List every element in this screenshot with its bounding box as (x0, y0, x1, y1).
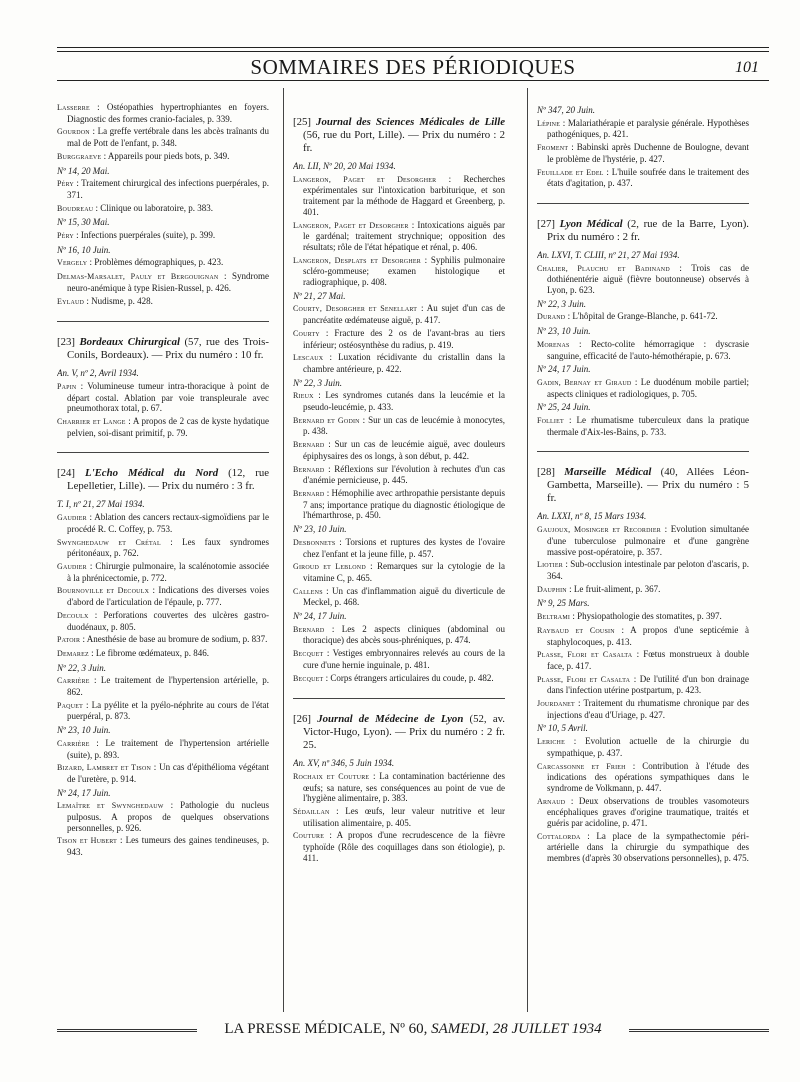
article-entry (57, 257, 269, 269)
article-title: : Les faux syndromes péritonéaux, p. 762. (67, 536, 269, 559)
issue-heading: Nº 24, 17 Juin. (537, 364, 591, 375)
issue-heading: Nº 347, 20 Juin. (537, 105, 596, 115)
journal-number: [28] (537, 466, 555, 479)
article-title: : Anesthésie de base au bromure de sodium, p. 837. (82, 634, 268, 645)
article-title: : Sub-occlusion intestinale par peloton d'ascaris, p. 364. (547, 559, 749, 581)
article-title: : Traitement chirurgical des infections puerpérales, p. 371. (67, 178, 269, 200)
column-2 (293, 102, 505, 1014)
article-title: : Physiopathologie des stomatites, p. 397. (572, 611, 722, 622)
article-author: Gaudier (57, 513, 87, 523)
article-entry (537, 831, 749, 864)
journal-heading (57, 467, 269, 493)
article-author: Raybaud et Cousin (537, 625, 615, 635)
article-author: Feuillade et Edel (537, 167, 604, 177)
column-3 (537, 102, 749, 1014)
article-title: : Problèmes démographiques, p. 423. (89, 257, 224, 268)
article-entry (537, 625, 749, 647)
article-title: : Le traitement de l'hypertension artérielle (suite), p. 893. (67, 737, 269, 760)
article-title: : La contamination bactérienne des œufs; sa nature, ses conséquences au point de vue de l'hygiène alimentaire, p. 383. (303, 770, 505, 804)
article-author: Beltrami (537, 612, 571, 622)
journal-heading (293, 116, 505, 155)
article-author: Bernard (293, 440, 325, 450)
article-author: Giroud et Leblond (293, 562, 366, 572)
article-title: : Perforations couvertes des ulcères gastro-duodénaux, p. 805. (67, 609, 269, 632)
journal-name: Lyon Médical (559, 217, 623, 230)
article-title: : Un cas d'épithélioma végétant de l'uretère, p. 914. (67, 762, 269, 784)
journal-details: (56, rue du Port, Lille). — Prix du numéro : 2 fr. (303, 129, 505, 154)
article-author: Langeron, Paget et Desorgher (293, 220, 409, 230)
issue-heading: Nº 22, 3 Juin. (293, 377, 343, 388)
article-entry (57, 203, 269, 215)
article-title: : Le fibrome œdémateux, p. 846. (91, 647, 210, 658)
column-1 (57, 102, 269, 1014)
article-title: : L'hôpital de Grange-Blanche, p. 641-72. (567, 311, 718, 322)
article-entry (293, 586, 505, 608)
article-title: : L'huile soufrée dans le traitement des états d'agitation, p. 437. (547, 166, 749, 189)
article-entry (293, 464, 505, 486)
article-entry (537, 584, 749, 596)
article-title: : Un cas d'inflammation aiguë du diverticule de Meckel, p. 468. (303, 585, 505, 608)
article-title: : Contribution à l'étude des indications des opérations sympathiques dans le syndrome de Volkmann, p. 447. (547, 760, 749, 793)
article-title: : Les œufs, leur valeur nutritive et leur utilisation alimentaire, p. 405. (303, 806, 505, 828)
article-entry (293, 390, 505, 412)
article-entry (57, 835, 269, 857)
article-author: Patoir (57, 635, 81, 645)
article-title: : De l'utilité d'un bon drainage dans l'infection utérine postpartum, p. 423. (547, 673, 749, 696)
article-entry (293, 303, 505, 325)
journal-number: [26] (293, 713, 311, 726)
article-author: Rochaix et Couture (293, 771, 370, 781)
article-title: : Le rhumatisme tuberculeux dans la pratique thermale d'Aix-les-Bains, p. 733. (547, 415, 749, 437)
page-title: SOMMAIRES DES PÉRIODIQUES (250, 55, 576, 79)
article-author: Gaudier (57, 561, 87, 571)
journal-name: Bordeaux Chirurgical (79, 336, 180, 349)
article-title: : Hémophilie avec arthropathie persistante depuis 7 ans; importance pratique du diagnostic étiologique de l'hémarthrose, p. 450. (303, 487, 505, 521)
article-entry (293, 673, 505, 685)
article-author: Péry (57, 231, 74, 241)
article-title: : Ablation des cancers rectaux-sigmoïdiens par le procédé R. C. Coffey, p. 753. (67, 512, 269, 534)
article-entry (293, 352, 505, 374)
article-title: : Indications des diverses voies d'abord de l'articulation de l'épaule, p. 777. (67, 585, 269, 608)
article-title: : Luxation récidivante du cristallin dans la chambre antérieure, p. 422. (303, 352, 505, 374)
journal-number: [24] (57, 467, 75, 480)
article-author: Becquet (293, 673, 324, 683)
page-number: 101 (735, 59, 759, 76)
article-author: Froment (537, 143, 569, 153)
article-author: Durand (537, 312, 566, 322)
article-title: : Pathologie du nucleus pulposus. A propos de quelques observations personnelles, p. 926. (67, 800, 269, 833)
article-author: Langeron, Desplats et Desorgher (293, 255, 421, 265)
article-author: Lescaux (293, 353, 324, 363)
article-author: Arnaud (537, 796, 566, 806)
article-author: Jourdanet (537, 699, 575, 709)
article-author: Liotier (537, 560, 563, 570)
issue-heading: T. I, nº 21, 27 Mai 1934. (57, 499, 145, 510)
article-author: Swynghedauw et Crétal (57, 537, 161, 547)
article-title: : Nudisme, p. 428. (86, 295, 153, 306)
article-entry (293, 561, 505, 583)
article-entry (293, 255, 505, 288)
article-title: : A propos d'une septicémie à staphylocoques, p. 413. (547, 624, 749, 647)
article-entry (537, 377, 749, 399)
issue-heading: Nº 21, 27 Mai. (293, 290, 346, 301)
article-author: Bernard et Godin (293, 415, 360, 425)
article-title: : La place de la sympathectomie péri-artérielle dans la chirurgie du sympathique des membres (d'après 30 observations personnelles), p. 475. (547, 830, 749, 864)
article-title: : Evolution simultanée d'une tuberculose pulmonaire et d'une gangrène massive post-opératoire, p. 357. (547, 524, 749, 557)
article-author: Decoulx (57, 610, 89, 620)
issue-heading: An. V, nº 2, Avril 1934. (57, 368, 139, 379)
article-entry (537, 796, 749, 829)
article-entry (293, 771, 505, 804)
article-entry (57, 381, 269, 414)
article-author: Carcassonne et Frieh (537, 761, 626, 771)
article-title: : Clinique ou laboratoire, p. 383. (95, 202, 214, 213)
issue-heading: Nº 23, 10 Juin. (537, 326, 591, 337)
article-author: Lasserre (57, 103, 90, 112)
top-rule (57, 47, 769, 48)
article-title: : Les syndromes cutanés dans la leucémie et la pseudo-leucémie, p. 433. (303, 390, 505, 413)
issue-heading: Nº 10, 5 Avril. (537, 723, 588, 734)
issue-heading: An. LXVI, T. CLIII, nº 21, 27 Mai 1934. (537, 249, 680, 260)
article-title: : Fœtus monstrueux à double face, p. 417. (547, 649, 749, 671)
article-entry (537, 311, 749, 323)
journal-name: Journal des Sciences Médicales de Lille (316, 116, 505, 128)
article-title: : Syphilis pulmonaire scléro-gommeuse; examen histologique et radiographique, p. 408. (303, 254, 505, 288)
article-author: Leriche (537, 737, 565, 747)
article-entry (537, 559, 749, 581)
article-author: Bournoville et Decoulx (57, 586, 150, 596)
article-entry (537, 698, 749, 720)
article-entry (293, 624, 505, 646)
article-entry (57, 178, 269, 200)
issue-heading: Nº 16, 10 Juin. (57, 244, 111, 255)
journal-heading (57, 336, 269, 362)
article-entry (293, 806, 505, 828)
article-entry (293, 415, 505, 437)
journal-details: (52, av. Victor-Hugo, Lyon). — Prix du numéro : 2 fr. 25. (303, 713, 505, 752)
article-author: Becquet (293, 649, 324, 659)
article-entry (537, 263, 749, 296)
issue-heading: An. LXXI, nº 8, 15 Mars 1934. (537, 511, 647, 522)
article-author: Courty, Desorgher et Senellart (293, 304, 418, 314)
article-author: Papin (57, 381, 77, 391)
article-entry (537, 339, 749, 361)
article-title: : A propos de 2 cas de kyste hydatique pelvien, soi-disant primitif, p. 79. (67, 416, 269, 438)
article-author: Carrière (57, 676, 90, 686)
article-title: : Sur un cas de leucémie à monocytes, p. 438. (303, 414, 505, 437)
article-title: : Torsions et ruptures des kystes de l'ovaire chez l'enfant et la jeune fille, p. 457. (303, 536, 505, 559)
article-title: : Le traitement de l'hypertension artérielle, p. 862. (67, 675, 269, 698)
article-author: Courty (293, 328, 320, 338)
header-rule (57, 80, 769, 81)
article-title: : Fracture des 2 os de l'avant-bras au tiers inférieur; ostéosynthèse du radius, p. 419. (303, 327, 505, 350)
article-title: : Corps étrangers articulaires du coude, p. 482. (325, 672, 494, 683)
article-entry (57, 648, 269, 660)
article-entry (57, 610, 269, 632)
article-entry (537, 611, 749, 623)
article-author: Langeron, Paget et Desorgher (293, 174, 437, 184)
journal-number: [23] (57, 336, 75, 349)
article-author: Lépine (537, 118, 561, 128)
issue-heading: An. XV, nº 346, 5 Juin 1934. (293, 758, 395, 769)
journal-name: Journal de Médecine de Lyon (317, 713, 464, 726)
section-separator (537, 451, 749, 452)
article-entry (293, 830, 505, 863)
article-entry (537, 142, 749, 164)
article-entry (537, 761, 749, 794)
issue-heading: Nº 24, 17 Juin. (57, 787, 111, 798)
article-entry (537, 674, 749, 696)
section-separator (57, 321, 269, 322)
article-title: : Le fruit-aliment, p. 367. (569, 583, 661, 594)
article-author: Bernard (293, 624, 325, 634)
article-entry (57, 416, 269, 438)
journal-number: [25] (293, 116, 311, 128)
article-entry (293, 439, 505, 461)
article-entry (57, 738, 269, 760)
article-title: : Malariathérapie et paralysie générale. Hypothèses pathogéniques, p. 421. (547, 117, 749, 140)
article-entry (57, 151, 269, 163)
article-entry (57, 512, 269, 534)
article-author: Cottalorda (537, 831, 581, 841)
article-title: : Sur un cas de leucémie aiguë, avec douleurs épiphysaires des os longs, à son début, p. 442. (303, 439, 505, 461)
article-entry (293, 488, 505, 521)
article-author: Tison et Hubert (57, 836, 117, 846)
article-title: : A propos d'une recrudescence de la fièvre typhoïde (Rôle des coquillages dans son étiologie), p. 411. (303, 830, 505, 863)
article-author: Gadin, Bernay et Giraud (537, 377, 632, 387)
article-author: Lemaître et Swynghedauw (57, 801, 164, 811)
article-entry (293, 220, 505, 253)
article-author: Péry (57, 179, 74, 189)
article-entry (537, 118, 749, 140)
article-author: Gaujoux, Mosinger et Recordier (537, 525, 661, 535)
article-entry (57, 800, 269, 833)
article-entry (57, 634, 269, 646)
article-title: : Syndrome neuro-anémique à type Risien-Russel, p. 426. (67, 271, 269, 293)
article-title: : Ostéopathies hypertrophiantes en foyers. Diagnostic des formes cranio-faciales, p. 339. (67, 102, 269, 124)
journal-heading (293, 713, 505, 752)
article-author: Folliet (537, 416, 564, 426)
article-entry (57, 271, 269, 293)
section-separator (57, 452, 269, 453)
article-author: Chalier, Plauchu et Badinand (537, 263, 670, 273)
footer-publication: LA PRESSE MÉDICALE, Nº 60, (224, 1021, 428, 1037)
article-entry (57, 561, 269, 583)
issue-heading: Nº 15, 30 Mai. (57, 217, 110, 228)
article-author: Bernard (293, 464, 325, 474)
article-author: Charrier et Lange (57, 417, 126, 427)
article-entry (57, 585, 269, 607)
article-title: : Infections puerpérales (suite), p. 399. (76, 230, 216, 241)
article-title: : Au sujet d'un cas de pancréatite œdémateuse aiguë, p. 417. (303, 303, 505, 326)
article-entry (293, 174, 505, 218)
article-author: Sédaillan (293, 807, 330, 817)
issue-heading: Nº 9, 25 Mars. (537, 598, 590, 609)
article-author: Morenas (537, 339, 570, 349)
issue-heading: Nº 22, 3 Juin. (537, 298, 587, 309)
article-entry (57, 126, 269, 148)
column-divider (527, 88, 528, 1012)
top-rule (57, 51, 769, 52)
article-entry (57, 230, 269, 242)
article-author: Carrière (57, 738, 90, 748)
article-title: : Traitement du rhumatisme chronique par des injections d'eau d'Uriage, p. 427. (547, 698, 749, 720)
article-title: : Trois cas de dothiénentérie aiguë (fièvre boutonneuse) observés à Lyon, p. 623. (547, 262, 749, 296)
journal-details: (40, Allées Léon-Gambetta, Marseille). — Prix du numéro : 5 fr. (547, 466, 749, 505)
article-entry (293, 328, 505, 350)
article-entry (537, 736, 749, 758)
article-title: : Les tumeurs des gaines tendineuses, p. 943. (67, 835, 269, 858)
article-entry (537, 167, 749, 189)
footer-date: SAMEDI, 28 JUILLET 1934 (431, 1021, 602, 1037)
article-author: Plasse, Flori et Casalta (537, 650, 633, 660)
article-author: Plasse, Flori et Casalta (537, 674, 631, 684)
issue-heading: Nº 23, 10 Juin. (293, 524, 347, 535)
article-title: : Les 2 aspects cliniques (abdominal ou thoracique) des abcès sous-phréniques, p. 474. (303, 623, 505, 646)
article-title: : Le duodénum mobile partiel; aspects cliniques et radiologiques, p. 705. (547, 376, 749, 399)
article-title: : Intoxications aiguës par le gardénal; traitement strychnique; opposition des résultats; rôle de l'état hépatique et rénal, p. 406. (303, 219, 505, 252)
issue-heading: Nº 24, 17 Juin. (293, 611, 347, 622)
issue-heading: Nº 14, 20 Mai. (57, 165, 110, 176)
article-entry (57, 700, 269, 722)
journal-heading (537, 466, 749, 505)
journal-name: Marseille Médical (564, 466, 652, 479)
article-author: Dauphin (537, 584, 567, 594)
article-title: : Evolution actuelle de la chirurgie du sympathique, p. 437. (547, 736, 749, 758)
footer-rule (629, 1029, 769, 1032)
article-author: Vergely (57, 258, 88, 268)
article-author: Desbonnets (293, 537, 336, 547)
article-title: : La greffe vertébrale dans les abcès traînants du mal de Pott de l'enfant, p. 348. (67, 126, 269, 149)
article-title: : Babinski après Duchenne de Boulogne, devant le problème de l'hystérie, p. 427. (547, 142, 749, 164)
article-title: : Réflexions sur l'évolution à rechutes d'un cas d'anémie pernicieuse, p. 445. (303, 463, 505, 486)
article-author: Bernard (293, 488, 325, 498)
article-author: Boudreau (57, 203, 94, 213)
article-title: : Recto-colite hémorragique : dyscrasie sanguine, efficacité de l'auto-hémothérapie, p. 673. (547, 338, 749, 361)
journal-details: (12, rue Lepelletier, Lille). — Prix du numéro : 3 fr. (67, 467, 269, 493)
article-title: : Deux observations de troubles vasomoteurs encéphaliques graves d'origine traumatique, traités et guéris par acidoline, p. 471. (547, 795, 749, 829)
section-separator (537, 203, 749, 204)
article-entry (57, 675, 269, 697)
article-title: : Volumineuse tumeur intra-thoracique à point de départ costal. Ablation par voie transpleurale avec pneumothorax total, p. 67. (67, 380, 269, 414)
column-divider (283, 88, 284, 1012)
article-author: Gourdon (57, 127, 90, 137)
article-entry (57, 537, 269, 559)
article-author: Paquet (57, 700, 83, 710)
article-entry (293, 648, 505, 670)
section-separator (293, 698, 505, 699)
article-author: Bizard, Lambret et Tison (57, 763, 152, 773)
article-author: Callens (293, 586, 323, 596)
article-entry (537, 415, 749, 437)
journal-number: [27] (537, 217, 555, 230)
journal-details: (57, rue des Trois-Conils, Bordeaux). — Prix du numéro : 10 fr. (67, 336, 269, 362)
article-entry (537, 649, 749, 671)
article-title: : Vestiges embryonnaires relevés au cours de la cure d'une hernie inguinale, p. 481. (303, 648, 505, 670)
article-title: : Recherches expérimentales sur l'intoxication barbiturique, et son traitement par la méthode de Haggard et Greenberg, p. 401. (303, 173, 505, 217)
article-author: Delmas-Marsalet, Pauly et Bergouignan (57, 272, 219, 282)
article-title: : Chirurgie pulmonaire, la scalénotomie associée à la phrénicectomie, p. 772. (67, 560, 269, 583)
article-title: : Remarques sur la cytologie de la vitamine C, p. 465. (303, 561, 505, 583)
article-author: Demarez (57, 648, 89, 658)
article-author: Burggraeve (57, 151, 102, 161)
article-title: : La pyélite et la pyélo-néphrite au cours de l'état puerpéral, p. 873. (67, 699, 269, 722)
article-entry (57, 296, 269, 308)
issue-heading: Nº 25, 24 Juin. (537, 402, 591, 413)
article-author: Eylaud (57, 296, 85, 306)
article-author: Couture (293, 831, 325, 841)
issue-heading: Nº 22, 3 Juin. (57, 662, 107, 673)
article-title: : Appareils pour pieds bots, p. 349. (103, 150, 230, 161)
article-entry (293, 537, 505, 559)
article-entry (537, 524, 749, 557)
page-header (57, 55, 769, 79)
article-entry (57, 102, 269, 124)
journal-name: L'Echo Médical du Nord (85, 467, 219, 480)
journal-details: (2, rue de la Barre, Lyon). Prix du numéro : 2 fr. (547, 217, 749, 243)
article-author: Rieux (293, 391, 314, 401)
issue-heading: Nº 23, 10 Juin. (57, 725, 111, 736)
issue-heading: An. LII, Nº 20, 20 Mai 1934. (293, 161, 396, 171)
journal-heading (537, 218, 749, 244)
article-entry (57, 762, 269, 784)
